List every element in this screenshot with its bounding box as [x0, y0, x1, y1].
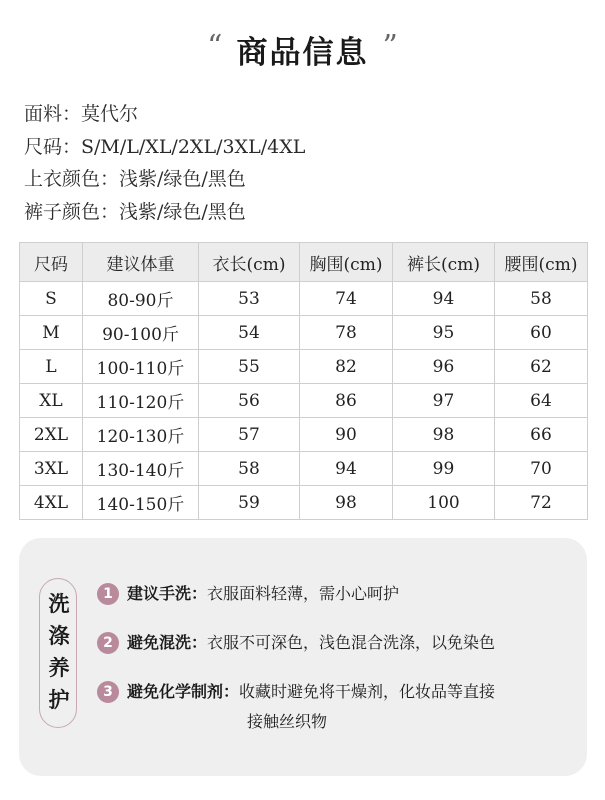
care-item-text: 收藏时避免将干燥剂，化妆品等直接	[239, 682, 496, 701]
cell-chest: 98	[300, 486, 393, 520]
header-waist: 腰围(cm)	[495, 243, 588, 282]
cell-pants-length: 100	[393, 486, 495, 520]
care-label-char: 涤	[48, 624, 70, 648]
cell-size: S	[20, 282, 83, 316]
cell-weight: 130-140斤	[83, 452, 199, 486]
cell-waist: 62	[495, 350, 588, 384]
info-top-colors: 上衣颜色：浅紫/绿色/黑色	[24, 168, 246, 190]
cell-pants-length: 94	[393, 282, 495, 316]
cell-size: XL	[20, 384, 83, 418]
number-badge: 2	[97, 632, 119, 654]
table-row	[20, 486, 588, 520]
cell-top-length: 58	[199, 452, 300, 486]
cell-top-length: 59	[199, 486, 300, 520]
care-item-text: 衣服面料轻薄，需小心呵护	[207, 584, 400, 603]
cell-chest: 78	[300, 316, 393, 350]
cell-waist: 58	[495, 282, 588, 316]
cell-waist: 72	[495, 486, 588, 520]
care-label	[39, 578, 77, 728]
open-quote-mark: “	[207, 29, 223, 64]
cell-pants-length: 97	[393, 384, 495, 418]
cell-size: L	[20, 350, 83, 384]
cell-waist: 60	[495, 316, 588, 350]
header-chest: 胸围(cm)	[300, 243, 393, 282]
care-label-char: 护	[48, 688, 70, 712]
cell-weight: 80-90斤	[83, 282, 199, 316]
number-badge: 1	[97, 583, 119, 605]
care-label-char: 养	[48, 656, 70, 680]
number-badge: 3	[97, 681, 119, 703]
info-fabric: 面料：莫代尔	[24, 103, 139, 125]
header-top-length: 衣长(cm)	[199, 243, 300, 282]
cell-pants-length: 96	[393, 350, 495, 384]
cell-pants-length: 95	[393, 316, 495, 350]
care-label-char: 洗	[48, 592, 70, 616]
cell-weight: 140-150斤	[83, 486, 199, 520]
cell-weight: 100-110斤	[83, 350, 199, 384]
info-pants-colors: 裤子颜色：浅紫/绿色/黑色	[24, 200, 246, 223]
care-item-text: 衣服不可深色，浅色混合洗涤，以免染色	[207, 633, 496, 652]
care-item-title: 避免混洗：	[127, 633, 208, 652]
care-instructions-card	[19, 538, 587, 776]
cell-size: M	[20, 316, 83, 350]
care-item-title: 建议手洗：	[127, 584, 208, 603]
table-row	[20, 282, 588, 316]
table-header-row	[20, 243, 588, 282]
size-table	[19, 242, 588, 520]
cell-pants-length: 99	[393, 452, 495, 486]
cell-chest: 94	[300, 452, 393, 486]
care-item-text-continued: 接触丝织物	[247, 712, 328, 731]
header-weight: 建议体重	[83, 243, 199, 282]
page-title-wrap	[0, 30, 605, 76]
care-item-title: 避免化学制剂：	[127, 682, 240, 701]
cell-top-length: 55	[199, 350, 300, 384]
cell-chest: 82	[300, 350, 393, 384]
cell-weight: 120-130斤	[83, 418, 199, 452]
page-title	[207, 30, 398, 76]
table-row	[20, 418, 588, 452]
cell-chest: 86	[300, 384, 393, 418]
cell-top-length: 54	[199, 316, 300, 350]
cell-size: 4XL	[20, 486, 83, 520]
cell-chest: 90	[300, 418, 393, 452]
product-info	[24, 98, 305, 228]
cell-waist: 66	[495, 418, 588, 452]
header-pants-length: 裤长(cm)	[393, 243, 495, 282]
cell-top-length: 53	[199, 282, 300, 316]
cell-top-length: 57	[199, 418, 300, 452]
table-row	[20, 384, 588, 418]
cell-waist: 64	[495, 384, 588, 418]
info-sizes: 尺码：S/M/L/XL/2XL/3XL/4XL	[24, 135, 306, 158]
cell-chest: 74	[300, 282, 393, 316]
cell-size: 3XL	[20, 452, 83, 486]
table-row	[20, 350, 588, 384]
cell-pants-length: 98	[393, 418, 495, 452]
cell-size: 2XL	[20, 418, 83, 452]
cell-weight: 110-120斤	[83, 384, 199, 418]
cell-waist: 70	[495, 452, 588, 486]
page-title-text: 商品信息	[236, 35, 369, 71]
table-row	[20, 452, 588, 486]
header-size: 尺码	[20, 243, 83, 282]
table-row	[20, 316, 588, 350]
cell-top-length: 56	[199, 384, 300, 418]
close-quote-mark: ”	[382, 29, 398, 64]
cell-weight: 90-100斤	[83, 316, 199, 350]
